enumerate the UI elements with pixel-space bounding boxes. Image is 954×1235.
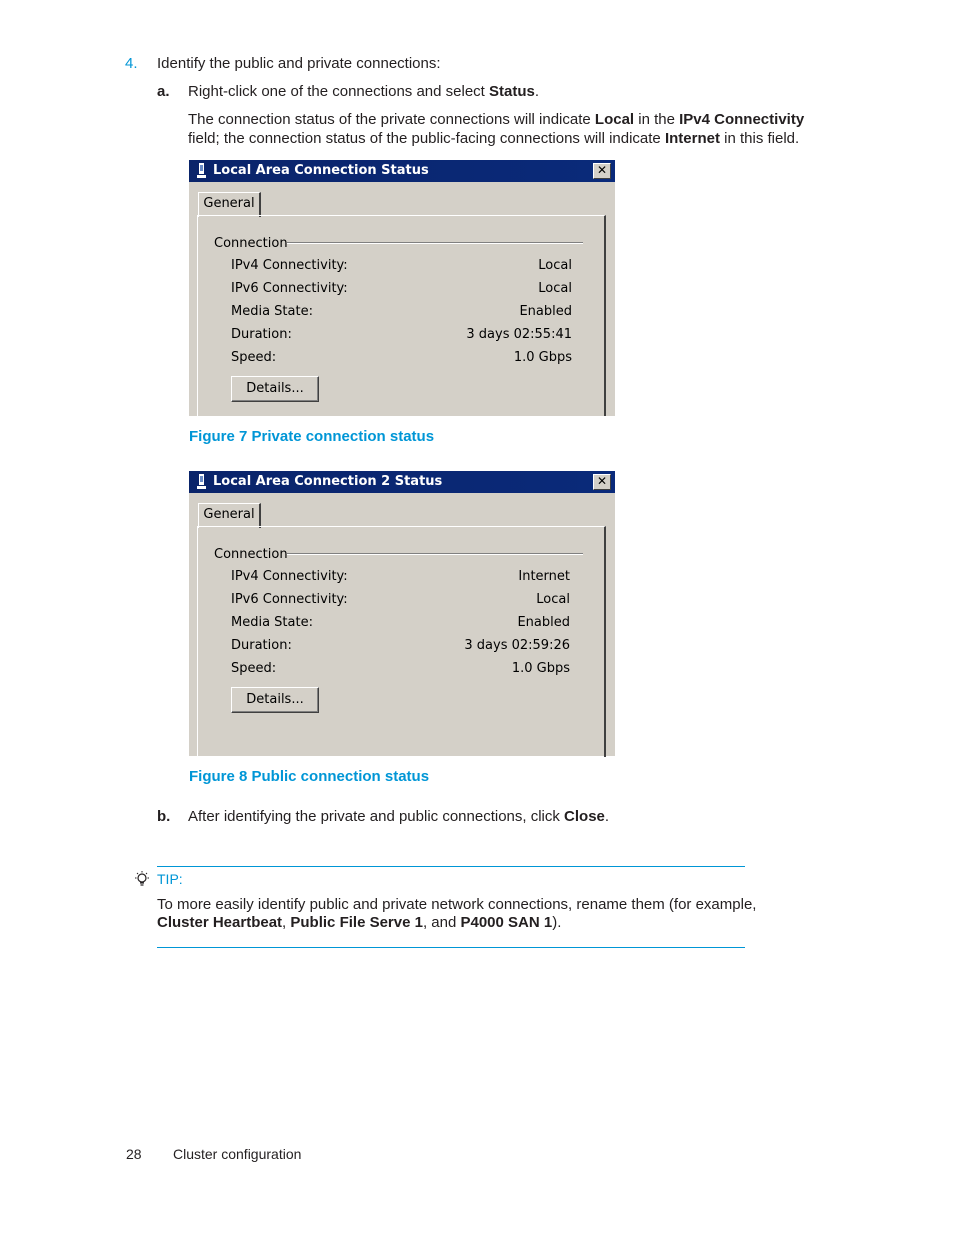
duration-value: 3 days 02:55:41 <box>466 327 572 342</box>
ipv4-value: Local <box>538 258 572 273</box>
media-state-value: Enabled <box>519 304 572 319</box>
tip-sep-3: ). <box>552 914 562 931</box>
tab-general[interactable]: General <box>198 503 261 528</box>
explain-e: field; the connection status of the public-facing connections will indicate <box>188 130 665 147</box>
explanation-line-2 <box>188 129 799 148</box>
speed-label: Speed: <box>231 350 277 365</box>
status-keyword: Status <box>489 83 535 100</box>
close-keyword: Close <box>564 808 605 825</box>
section-label: Connection <box>214 236 288 251</box>
ipv6-value: Local <box>538 281 572 296</box>
lightbulb-icon <box>133 870 151 888</box>
section-label: Connection <box>214 547 288 562</box>
ipv4-keyword: IPv4 Connectivity <box>679 111 805 128</box>
tip-top-rule <box>157 866 745 867</box>
speed-value: 1.0 Gbps <box>513 350 572 365</box>
tip-sep-2: , and <box>422 914 461 931</box>
tip-label: TIP: <box>157 871 183 887</box>
substep-label: b. <box>157 808 171 825</box>
dialog-title: Local Area Connection Status <box>213 163 429 178</box>
internet-keyword: Internet <box>664 130 720 147</box>
explain-g: in this field. <box>719 130 800 147</box>
page-number: 28 <box>126 1146 142 1162</box>
local-keyword: Local <box>594 111 635 128</box>
duration-value: 3 days 02:59:26 <box>464 638 570 653</box>
public-connection-dialog <box>189 471 615 756</box>
private-connection-dialog <box>189 160 615 416</box>
figure-8-caption: Figure 8 Public connection status <box>189 768 430 785</box>
section-divider <box>287 553 583 555</box>
substep-text <box>188 807 609 826</box>
dialog-title: Local Area Connection 2 Status <box>213 474 443 489</box>
dialog-titlebar <box>189 160 615 182</box>
footer-section: Cluster configuration <box>173 1146 302 1162</box>
explanation-line-1 <box>188 110 804 129</box>
network-icon <box>197 474 206 489</box>
tab-general[interactable]: General <box>198 192 261 217</box>
substep-text-post: . <box>534 83 540 100</box>
ipv4-label: IPv4 Connectivity: <box>231 258 348 273</box>
substep-label: a. <box>157 83 170 100</box>
example-2: Public File Serve 1 <box>290 914 423 931</box>
network-icon <box>197 163 206 178</box>
ipv4-label: IPv4 Connectivity: <box>231 569 348 584</box>
substep-b-pre: After identifying the private and public connections, click <box>188 808 565 825</box>
details-button[interactable]: Details... <box>231 376 319 402</box>
explain-a: The connection status of the private connections will indicate <box>188 111 595 128</box>
figure-7-caption: Figure 7 Private connection status <box>189 428 435 445</box>
speed-value: 1.0 Gbps <box>511 661 570 676</box>
close-button[interactable]: ✕ <box>593 163 611 179</box>
substep-text <box>188 82 539 101</box>
tip-bottom-rule <box>157 947 745 948</box>
substep-text-pre: Right-click one of the connections and select <box>188 83 490 100</box>
explain-c: in the <box>634 111 680 128</box>
tip-sep-1: , <box>282 914 291 931</box>
example-1: Cluster Heartbeat <box>157 914 283 931</box>
speed-label: Speed: <box>231 661 277 676</box>
media-state-label: Media State: <box>231 615 313 630</box>
example-3: P4000 SAN 1 <box>460 914 553 931</box>
media-state-value: Enabled <box>517 615 570 630</box>
ipv6-label: IPv6 Connectivity: <box>231 592 348 607</box>
ipv4-value: Internet <box>518 569 570 584</box>
duration-label: Duration: <box>231 327 292 342</box>
section-divider <box>287 242 583 244</box>
details-button[interactable]: Details... <box>231 687 319 713</box>
ipv6-label: IPv6 Connectivity: <box>231 281 348 296</box>
tip-line-1: To more easily identify public and private network connections, rename them (for example, <box>157 896 757 913</box>
ipv6-value: Local <box>536 592 570 607</box>
substep-b-post: . <box>604 808 610 825</box>
tip-line-2 <box>157 913 561 932</box>
step-number: 4. <box>125 55 138 72</box>
duration-label: Duration: <box>231 638 292 653</box>
step-text: Identify the public and private connections: <box>157 55 441 72</box>
close-button[interactable]: ✕ <box>593 474 611 490</box>
media-state-label: Media State: <box>231 304 313 319</box>
dialog-titlebar <box>189 471 615 493</box>
